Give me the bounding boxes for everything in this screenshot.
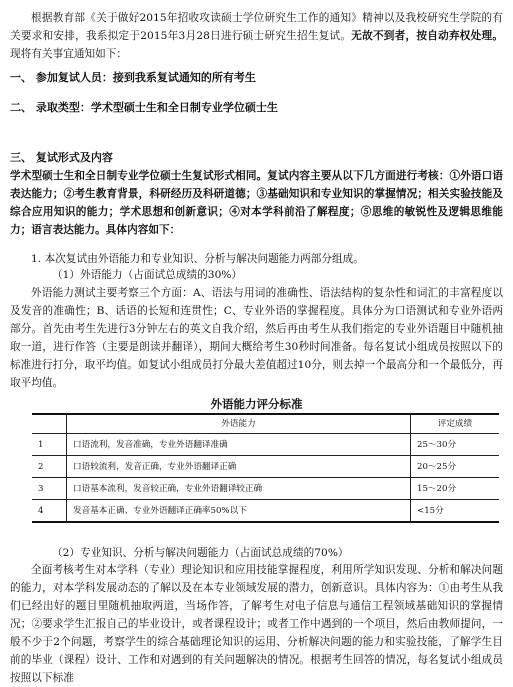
table-title: 外语能力评分标准	[210, 397, 303, 411]
section-3-body: 学术型硕士生和全日制专业学位硕士生复试形式相同。复试内容主要从以下几方面进行考核：①外语口语表达能力；②考生教育背景，科研经历及科研道德；③基础知识和专业知识的掌握情况；相关实验技能及综合应用知识的能力；学术思想和创新意识；④对本学科前沿了解程度；⑤思维的敏锐性及逻辑思维能力；语言表达能力。具体内容如下：	[10, 170, 503, 236]
subheading-foreign-language: （1）外语能力（占面试总成绩的30%）	[52, 269, 243, 281]
table-row	[32, 478, 499, 500]
section-heading-2: 二、 录取类型：学术型硕士生和全日制专业学位硕士生	[10, 101, 278, 114]
table-row	[32, 456, 499, 478]
table-header-row	[32, 414, 499, 434]
row-desc: 口语流利，发音准确，专业外语翻译准确	[67, 434, 411, 456]
subheading-professional: （2）专业知识、分析与解决问题能力（占面试总成绩的70%）	[52, 547, 349, 559]
row-num: 3	[32, 478, 67, 500]
row-score: 25～30分	[411, 434, 500, 456]
row-desc: 发音基本正确、专业外语翻译正确率50%以下	[67, 500, 411, 523]
foreign-language-paragraph: 外语能力测试主要考察三个方面：A、语法与用词的准确性、语法结构的复杂性和词汇的丰富程度以及发音的准确性；B、话语的长短和连贯性；C、专业外语的掌握程度。具体分为口语测试和专业外语两部分。首先由考生先进行3分钟左右的英文自我介绍，然后再由考生从我们指定的专业外语题目中随机抽取一道，进行作答（主要是朗读并翻译），期间大概给考生30秒时间准备。每名复试小组成员按照以下的标准进行打分，取平均值。如复试小组成员打分最大差值超过10分，则去掉一个最高分和一个最低分，再取平均值。	[10, 287, 503, 389]
row-num: 1	[32, 434, 67, 456]
section-heading-3: 三、 复试形式及内容	[10, 151, 113, 164]
professional-paragraph: 全面考核考生对本学科（专业）理论知识和应用技能掌握程度，利用所学知识发现、分析和解决问题的能力，对本学科发展动态的了解以及在本专业领域发展的潜力，创新意识。具体内容为：①由考生从我们已经出好的题目里随机抽取两道，当场作答，了解考生对电子信息与通信工程领域基础知识的掌握情况；②要求学生汇报自己的毕业设计，或者课程设计；或者工作中遇到的一个项目，然后由教师提问，一般不少于2个问题，考察学生的综合基础理论知识的运用、分析解决问题的能力和实验技能，了解学生目前的毕业（课程）设计、工作和对遇到的有关问题解决的情况。根据考生回答的情况，每名复试小组成员按照以下标准	[10, 564, 503, 684]
header-desc-cell: 外语能力	[67, 414, 411, 434]
row-num: 4	[32, 500, 67, 523]
table-row	[32, 500, 499, 523]
row-score: <15分	[411, 500, 500, 523]
intro-bold-warning: 无故不到者，按自动弃权处理。	[351, 30, 503, 42]
intro-text-end: 现将有关事宜通知如下：	[10, 48, 128, 60]
row-score: 20～25分	[411, 456, 500, 478]
item-1: 1. 本次复试由外语能力和专业知识、分析与解决问题能力两部分组成。	[31, 253, 364, 265]
header-num-cell	[32, 414, 67, 434]
header-score-cell: 评定成绩	[411, 414, 500, 434]
table-row	[32, 434, 499, 456]
row-desc: 口语基本流利，发音较正确，专业外语翻译较正确	[67, 478, 411, 500]
scoring-table	[32, 413, 499, 523]
section-heading-1: 一、 参加复试人员：接到我系复试通知的所有考生	[10, 71, 256, 84]
row-desc: 口语较流利，发音正确，专业外语翻译正确	[67, 456, 411, 478]
intro-paragraph	[10, 9, 503, 63]
row-score: 15～20分	[411, 478, 500, 500]
intro-text: 根据教育部《关于做好2015年招收攻读硕士学位研究生工作的通知》精神以及我校研究生学院的有关要求和安排，我系拟定于2015年3月28日进行硕士研究生招生复试。	[10, 12, 503, 42]
row-num: 2	[32, 456, 67, 478]
